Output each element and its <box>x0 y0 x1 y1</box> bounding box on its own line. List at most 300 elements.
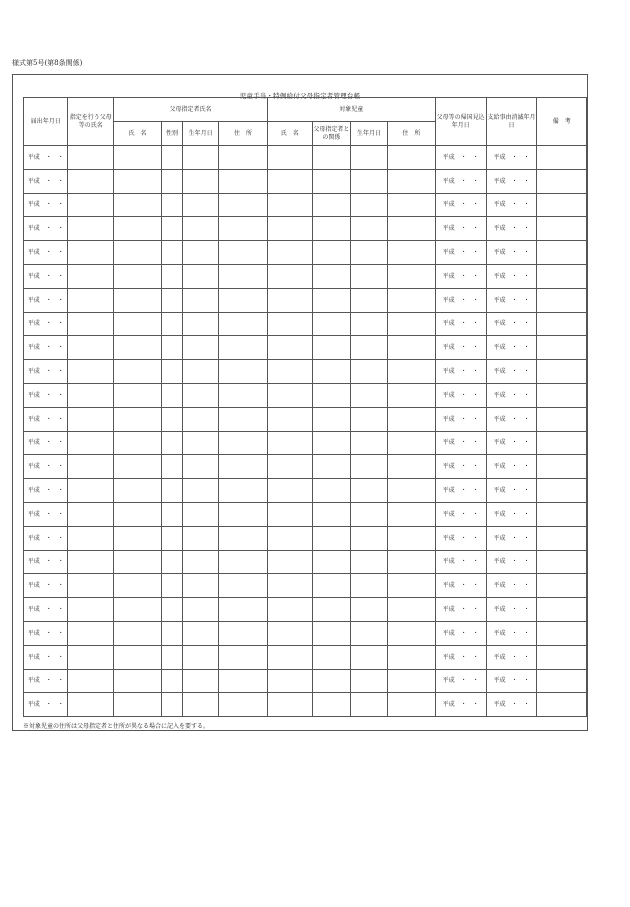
cell-blank[interactable] <box>312 526 350 550</box>
cell-report-date[interactable]: 平成 ・ ・ <box>24 407 68 431</box>
cell-blank[interactable] <box>267 383 312 407</box>
cell-blank[interactable] <box>312 621 350 645</box>
cell-report-date[interactable]: 平成 ・ ・ <box>24 598 68 622</box>
cell-blank[interactable] <box>183 431 219 455</box>
cell-blank[interactable] <box>114 526 162 550</box>
cell-return-date[interactable]: 平成 ・ ・ <box>435 550 486 574</box>
cell-blank[interactable] <box>388 621 436 645</box>
cell-report-date[interactable]: 平成 ・ ・ <box>24 264 68 288</box>
cell-return-date[interactable]: 平成 ・ ・ <box>435 264 486 288</box>
cell-blank[interactable] <box>351 502 388 526</box>
cell-blank[interactable] <box>312 502 350 526</box>
cell-blank[interactable] <box>183 288 219 312</box>
cell-blank[interactable] <box>537 169 587 193</box>
cell-blank[interactable] <box>161 312 182 336</box>
cell-reason-date[interactable]: 平成 ・ ・ <box>486 241 537 265</box>
cell-blank[interactable] <box>161 407 182 431</box>
cell-report-date[interactable]: 平成 ・ ・ <box>24 455 68 479</box>
cell-return-date[interactable]: 平成 ・ ・ <box>435 336 486 360</box>
cell-blank[interactable] <box>312 645 350 669</box>
cell-reason-date[interactable]: 平成 ・ ・ <box>486 288 537 312</box>
cell-blank[interactable] <box>388 574 436 598</box>
cell-blank[interactable] <box>312 574 350 598</box>
cell-blank[interactable] <box>267 241 312 265</box>
cell-blank[interactable] <box>219 169 268 193</box>
cell-blank[interactable] <box>537 383 587 407</box>
cell-blank[interactable] <box>312 669 350 693</box>
cell-blank[interactable] <box>537 217 587 241</box>
cell-blank[interactable] <box>114 455 162 479</box>
cell-reason-date[interactable]: 平成 ・ ・ <box>486 598 537 622</box>
cell-blank[interactable] <box>267 360 312 384</box>
cell-blank[interactable] <box>312 550 350 574</box>
cell-blank[interactable] <box>183 526 219 550</box>
cell-blank[interactable] <box>537 550 587 574</box>
cell-blank[interactable] <box>219 669 268 693</box>
cell-blank[interactable] <box>312 288 350 312</box>
cell-blank[interactable] <box>351 550 388 574</box>
cell-return-date[interactable]: 平成 ・ ・ <box>435 431 486 455</box>
cell-blank[interactable] <box>161 241 182 265</box>
cell-report-date[interactable]: 平成 ・ ・ <box>24 526 68 550</box>
cell-blank[interactable] <box>312 241 350 265</box>
cell-blank[interactable] <box>68 598 114 622</box>
cell-blank[interactable] <box>68 550 114 574</box>
cell-blank[interactable] <box>267 502 312 526</box>
cell-blank[interactable] <box>114 146 162 170</box>
cell-return-date[interactable]: 平成 ・ ・ <box>435 693 486 717</box>
cell-blank[interactable] <box>183 645 219 669</box>
cell-blank[interactable] <box>219 574 268 598</box>
cell-blank[interactable] <box>351 598 388 622</box>
cell-blank[interactable] <box>312 455 350 479</box>
cell-blank[interactable] <box>312 217 350 241</box>
cell-blank[interactable] <box>219 336 268 360</box>
cell-blank[interactable] <box>219 645 268 669</box>
cell-blank[interactable] <box>351 526 388 550</box>
cell-report-date[interactable]: 平成 ・ ・ <box>24 336 68 360</box>
cell-blank[interactable] <box>388 407 436 431</box>
cell-report-date[interactable]: 平成 ・ ・ <box>24 146 68 170</box>
cell-blank[interactable] <box>219 241 268 265</box>
cell-blank[interactable] <box>68 241 114 265</box>
cell-blank[interactable] <box>114 217 162 241</box>
cell-blank[interactable] <box>351 146 388 170</box>
cell-blank[interactable] <box>68 336 114 360</box>
cell-blank[interactable] <box>219 693 268 717</box>
cell-blank[interactable] <box>161 288 182 312</box>
cell-blank[interactable] <box>312 360 350 384</box>
cell-blank[interactable] <box>114 264 162 288</box>
cell-blank[interactable] <box>183 312 219 336</box>
cell-blank[interactable] <box>537 693 587 717</box>
cell-report-date[interactable]: 平成 ・ ・ <box>24 621 68 645</box>
cell-blank[interactable] <box>114 693 162 717</box>
cell-blank[interactable] <box>114 550 162 574</box>
cell-blank[interactable] <box>161 574 182 598</box>
cell-blank[interactable] <box>114 621 162 645</box>
cell-blank[interactable] <box>267 431 312 455</box>
cell-blank[interactable] <box>68 217 114 241</box>
cell-blank[interactable] <box>68 526 114 550</box>
cell-blank[interactable] <box>219 312 268 336</box>
cell-report-date[interactable]: 平成 ・ ・ <box>24 479 68 503</box>
cell-report-date[interactable]: 平成 ・ ・ <box>24 669 68 693</box>
cell-blank[interactable] <box>388 264 436 288</box>
cell-reason-date[interactable]: 平成 ・ ・ <box>486 479 537 503</box>
cell-blank[interactable] <box>267 217 312 241</box>
cell-blank[interactable] <box>537 336 587 360</box>
cell-blank[interactable] <box>161 550 182 574</box>
cell-blank[interactable] <box>114 336 162 360</box>
cell-blank[interactable] <box>114 383 162 407</box>
cell-blank[interactable] <box>219 407 268 431</box>
cell-blank[interactable] <box>537 431 587 455</box>
cell-blank[interactable] <box>388 217 436 241</box>
cell-blank[interactable] <box>267 669 312 693</box>
cell-blank[interactable] <box>114 645 162 669</box>
cell-blank[interactable] <box>351 621 388 645</box>
cell-blank[interactable] <box>183 264 219 288</box>
cell-blank[interactable] <box>267 693 312 717</box>
cell-blank[interactable] <box>351 288 388 312</box>
cell-blank[interactable] <box>68 431 114 455</box>
cell-report-date[interactable]: 平成 ・ ・ <box>24 169 68 193</box>
cell-blank[interactable] <box>537 193 587 217</box>
cell-blank[interactable] <box>68 669 114 693</box>
cell-blank[interactable] <box>388 193 436 217</box>
cell-blank[interactable] <box>351 407 388 431</box>
cell-return-date[interactable]: 平成 ・ ・ <box>435 288 486 312</box>
cell-blank[interactable] <box>351 241 388 265</box>
cell-blank[interactable] <box>183 383 219 407</box>
cell-return-date[interactable]: 平成 ・ ・ <box>435 598 486 622</box>
cell-blank[interactable] <box>219 383 268 407</box>
cell-return-date[interactable]: 平成 ・ ・ <box>435 312 486 336</box>
cell-blank[interactable] <box>161 479 182 503</box>
cell-blank[interactable] <box>114 431 162 455</box>
cell-blank[interactable] <box>267 407 312 431</box>
cell-blank[interactable] <box>114 360 162 384</box>
cell-blank[interactable] <box>267 146 312 170</box>
cell-blank[interactable] <box>388 360 436 384</box>
cell-blank[interactable] <box>351 455 388 479</box>
cell-blank[interactable] <box>312 407 350 431</box>
cell-report-date[interactable]: 平成 ・ ・ <box>24 645 68 669</box>
cell-blank[interactable] <box>114 312 162 336</box>
cell-blank[interactable] <box>388 288 436 312</box>
cell-blank[interactable] <box>68 360 114 384</box>
cell-blank[interactable] <box>161 360 182 384</box>
cell-blank[interactable] <box>183 146 219 170</box>
cell-blank[interactable] <box>219 550 268 574</box>
cell-blank[interactable] <box>114 288 162 312</box>
cell-blank[interactable] <box>161 146 182 170</box>
cell-blank[interactable] <box>219 621 268 645</box>
cell-reason-date[interactable]: 平成 ・ ・ <box>486 407 537 431</box>
cell-blank[interactable] <box>183 598 219 622</box>
cell-return-date[interactable]: 平成 ・ ・ <box>435 455 486 479</box>
cell-blank[interactable] <box>114 574 162 598</box>
cell-blank[interactable] <box>388 645 436 669</box>
cell-blank[interactable] <box>219 455 268 479</box>
cell-blank[interactable] <box>312 193 350 217</box>
cell-report-date[interactable]: 平成 ・ ・ <box>24 312 68 336</box>
cell-blank[interactable] <box>161 217 182 241</box>
cell-blank[interactable] <box>267 526 312 550</box>
cell-blank[interactable] <box>537 360 587 384</box>
cell-blank[interactable] <box>351 574 388 598</box>
cell-report-date[interactable]: 平成 ・ ・ <box>24 574 68 598</box>
cell-blank[interactable] <box>161 598 182 622</box>
cell-blank[interactable] <box>161 502 182 526</box>
cell-blank[interactable] <box>219 146 268 170</box>
cell-blank[interactable] <box>312 336 350 360</box>
cell-blank[interactable] <box>388 312 436 336</box>
cell-return-date[interactable]: 平成 ・ ・ <box>435 241 486 265</box>
cell-blank[interactable] <box>388 241 436 265</box>
cell-blank[interactable] <box>114 241 162 265</box>
cell-blank[interactable] <box>388 598 436 622</box>
cell-return-date[interactable]: 平成 ・ ・ <box>435 621 486 645</box>
cell-reason-date[interactable]: 平成 ・ ・ <box>486 669 537 693</box>
cell-blank[interactable] <box>161 193 182 217</box>
cell-blank[interactable] <box>537 407 587 431</box>
cell-blank[interactable] <box>219 193 268 217</box>
cell-blank[interactable] <box>68 288 114 312</box>
cell-blank[interactable] <box>183 479 219 503</box>
cell-blank[interactable] <box>114 479 162 503</box>
cell-blank[interactable] <box>114 502 162 526</box>
cell-blank[interactable] <box>183 336 219 360</box>
cell-return-date[interactable]: 平成 ・ ・ <box>435 526 486 550</box>
cell-blank[interactable] <box>388 146 436 170</box>
cell-blank[interactable] <box>351 479 388 503</box>
cell-blank[interactable] <box>537 288 587 312</box>
cell-blank[interactable] <box>388 693 436 717</box>
cell-report-date[interactable]: 平成 ・ ・ <box>24 383 68 407</box>
cell-blank[interactable] <box>388 550 436 574</box>
cell-blank[interactable] <box>351 312 388 336</box>
cell-blank[interactable] <box>267 336 312 360</box>
cell-blank[interactable] <box>388 383 436 407</box>
cell-blank[interactable] <box>388 455 436 479</box>
cell-blank[interactable] <box>312 693 350 717</box>
cell-blank[interactable] <box>161 264 182 288</box>
cell-reason-date[interactable]: 平成 ・ ・ <box>486 621 537 645</box>
cell-blank[interactable] <box>312 383 350 407</box>
cell-reason-date[interactable]: 平成 ・ ・ <box>486 455 537 479</box>
cell-blank[interactable] <box>388 526 436 550</box>
cell-return-date[interactable]: 平成 ・ ・ <box>435 574 486 598</box>
cell-blank[interactable] <box>351 193 388 217</box>
cell-reason-date[interactable]: 平成 ・ ・ <box>486 383 537 407</box>
cell-blank[interactable] <box>312 264 350 288</box>
cell-reason-date[interactable]: 平成 ・ ・ <box>486 146 537 170</box>
cell-reason-date[interactable]: 平成 ・ ・ <box>486 574 537 598</box>
cell-blank[interactable] <box>68 502 114 526</box>
cell-blank[interactable] <box>267 288 312 312</box>
cell-blank[interactable] <box>219 264 268 288</box>
cell-blank[interactable] <box>183 455 219 479</box>
cell-report-date[interactable]: 平成 ・ ・ <box>24 693 68 717</box>
cell-blank[interactable] <box>183 241 219 265</box>
cell-report-date[interactable]: 平成 ・ ・ <box>24 431 68 455</box>
cell-blank[interactable] <box>68 169 114 193</box>
cell-blank[interactable] <box>351 669 388 693</box>
cell-blank[interactable] <box>114 169 162 193</box>
cell-blank[interactable] <box>351 217 388 241</box>
cell-return-date[interactable]: 平成 ・ ・ <box>435 502 486 526</box>
cell-reason-date[interactable]: 平成 ・ ・ <box>486 360 537 384</box>
cell-blank[interactable] <box>312 169 350 193</box>
cell-report-date[interactable]: 平成 ・ ・ <box>24 502 68 526</box>
cell-blank[interactable] <box>351 431 388 455</box>
cell-blank[interactable] <box>537 455 587 479</box>
cell-blank[interactable] <box>219 288 268 312</box>
cell-reason-date[interactable]: 平成 ・ ・ <box>486 550 537 574</box>
cell-blank[interactable] <box>351 645 388 669</box>
cell-report-date[interactable]: 平成 ・ ・ <box>24 360 68 384</box>
cell-blank[interactable] <box>219 502 268 526</box>
cell-blank[interactable] <box>219 479 268 503</box>
cell-blank[interactable] <box>388 502 436 526</box>
cell-blank[interactable] <box>351 693 388 717</box>
cell-blank[interactable] <box>183 621 219 645</box>
cell-blank[interactable] <box>219 526 268 550</box>
cell-blank[interactable] <box>68 264 114 288</box>
cell-blank[interactable] <box>351 264 388 288</box>
cell-blank[interactable] <box>537 621 587 645</box>
cell-return-date[interactable]: 平成 ・ ・ <box>435 360 486 384</box>
cell-blank[interactable] <box>312 598 350 622</box>
cell-blank[interactable] <box>68 574 114 598</box>
cell-blank[interactable] <box>351 169 388 193</box>
cell-reason-date[interactable]: 平成 ・ ・ <box>486 526 537 550</box>
cell-blank[interactable] <box>161 693 182 717</box>
cell-blank[interactable] <box>68 383 114 407</box>
cell-blank[interactable] <box>267 574 312 598</box>
cell-reason-date[interactable]: 平成 ・ ・ <box>486 693 537 717</box>
cell-blank[interactable] <box>388 479 436 503</box>
cell-blank[interactable] <box>267 479 312 503</box>
cell-report-date[interactable]: 平成 ・ ・ <box>24 217 68 241</box>
cell-blank[interactable] <box>219 598 268 622</box>
cell-reason-date[interactable]: 平成 ・ ・ <box>486 336 537 360</box>
cell-blank[interactable] <box>388 431 436 455</box>
cell-blank[interactable] <box>219 431 268 455</box>
cell-blank[interactable] <box>183 574 219 598</box>
cell-blank[interactable] <box>351 360 388 384</box>
cell-report-date[interactable]: 平成 ・ ・ <box>24 241 68 265</box>
cell-blank[interactable] <box>267 264 312 288</box>
cell-return-date[interactable]: 平成 ・ ・ <box>435 146 486 170</box>
cell-blank[interactable] <box>351 383 388 407</box>
cell-return-date[interactable]: 平成 ・ ・ <box>435 645 486 669</box>
cell-blank[interactable] <box>537 241 587 265</box>
cell-blank[interactable] <box>183 502 219 526</box>
cell-reason-date[interactable]: 平成 ・ ・ <box>486 312 537 336</box>
cell-blank[interactable] <box>537 645 587 669</box>
cell-report-date[interactable]: 平成 ・ ・ <box>24 193 68 217</box>
cell-blank[interactable] <box>537 312 587 336</box>
cell-blank[interactable] <box>68 693 114 717</box>
cell-blank[interactable] <box>68 479 114 503</box>
cell-blank[interactable] <box>267 645 312 669</box>
cell-blank[interactable] <box>114 598 162 622</box>
cell-report-date[interactable]: 平成 ・ ・ <box>24 288 68 312</box>
cell-blank[interactable] <box>183 217 219 241</box>
cell-reason-date[interactable]: 平成 ・ ・ <box>486 431 537 455</box>
cell-blank[interactable] <box>388 669 436 693</box>
cell-blank[interactable] <box>161 669 182 693</box>
cell-blank[interactable] <box>161 455 182 479</box>
cell-blank[interactable] <box>68 455 114 479</box>
cell-return-date[interactable]: 平成 ・ ・ <box>435 193 486 217</box>
cell-blank[interactable] <box>267 312 312 336</box>
cell-reason-date[interactable]: 平成 ・ ・ <box>486 193 537 217</box>
cell-blank[interactable] <box>388 169 436 193</box>
cell-blank[interactable] <box>114 193 162 217</box>
cell-blank[interactable] <box>537 146 587 170</box>
cell-blank[interactable] <box>183 550 219 574</box>
cell-blank[interactable] <box>219 360 268 384</box>
cell-return-date[interactable]: 平成 ・ ・ <box>435 669 486 693</box>
cell-blank[interactable] <box>161 526 182 550</box>
cell-return-date[interactable]: 平成 ・ ・ <box>435 169 486 193</box>
cell-blank[interactable] <box>537 574 587 598</box>
cell-blank[interactable] <box>537 526 587 550</box>
cell-blank[interactable] <box>267 598 312 622</box>
cell-blank[interactable] <box>267 621 312 645</box>
cell-return-date[interactable]: 平成 ・ ・ <box>435 217 486 241</box>
cell-blank[interactable] <box>312 431 350 455</box>
cell-blank[interactable] <box>183 193 219 217</box>
cell-blank[interactable] <box>183 169 219 193</box>
cell-blank[interactable] <box>351 336 388 360</box>
cell-reason-date[interactable]: 平成 ・ ・ <box>486 264 537 288</box>
cell-blank[interactable] <box>537 264 587 288</box>
cell-report-date[interactable]: 平成 ・ ・ <box>24 550 68 574</box>
cell-blank[interactable] <box>267 193 312 217</box>
cell-blank[interactable] <box>537 598 587 622</box>
cell-blank[interactable] <box>219 217 268 241</box>
cell-return-date[interactable]: 平成 ・ ・ <box>435 383 486 407</box>
cell-reason-date[interactable]: 平成 ・ ・ <box>486 645 537 669</box>
cell-blank[interactable] <box>267 455 312 479</box>
cell-blank[interactable] <box>68 621 114 645</box>
cell-blank[interactable] <box>267 169 312 193</box>
cell-blank[interactable] <box>183 360 219 384</box>
cell-blank[interactable] <box>161 621 182 645</box>
cell-blank[interactable] <box>68 407 114 431</box>
cell-blank[interactable] <box>312 312 350 336</box>
cell-blank[interactable] <box>161 169 182 193</box>
cell-blank[interactable] <box>114 407 162 431</box>
cell-blank[interactable] <box>537 502 587 526</box>
cell-blank[interactable] <box>388 336 436 360</box>
cell-blank[interactable] <box>68 146 114 170</box>
cell-reason-date[interactable]: 平成 ・ ・ <box>486 502 537 526</box>
cell-blank[interactable] <box>68 312 114 336</box>
cell-blank[interactable] <box>114 669 162 693</box>
cell-blank[interactable] <box>537 669 587 693</box>
cell-blank[interactable] <box>183 693 219 717</box>
cell-blank[interactable] <box>312 146 350 170</box>
cell-blank[interactable] <box>161 645 182 669</box>
cell-blank[interactable] <box>68 645 114 669</box>
cell-blank[interactable] <box>161 336 182 360</box>
